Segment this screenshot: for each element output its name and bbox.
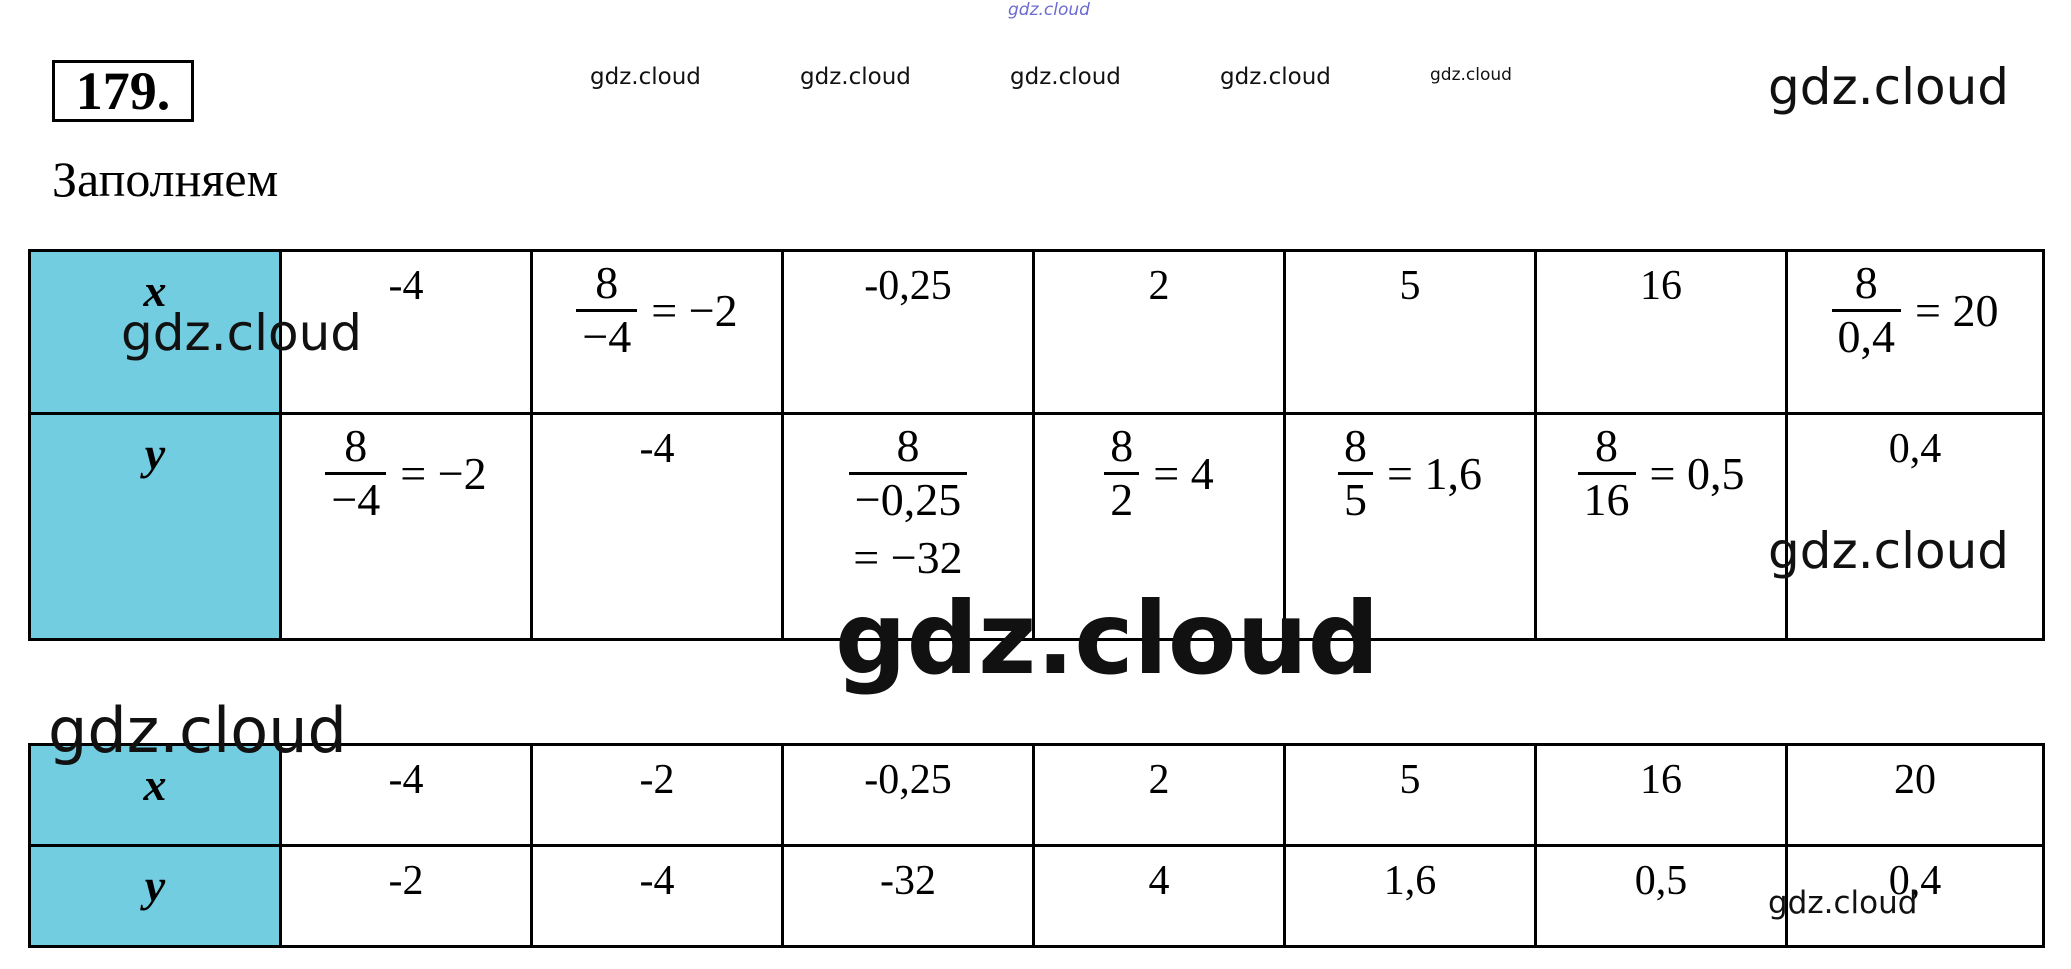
fraction-cell	[1536, 414, 1787, 640]
table-cell: 1,6	[1285, 846, 1536, 947]
row-label-x: x	[30, 745, 281, 846]
table-row-y	[30, 846, 2044, 947]
watermark-large: gdz.cloud	[1768, 58, 2010, 116]
fraction-numerator: 8	[1110, 420, 1134, 471]
table-cell: 0,5	[1536, 846, 1787, 947]
watermark-small: gdz.cloud	[800, 64, 911, 90]
table-cell: 0,4	[1787, 414, 2044, 640]
results-table	[28, 743, 2045, 948]
fraction-denominator: 0,4	[1837, 310, 1896, 362]
fraction-result: = −2	[651, 284, 738, 336]
intro-text: Заполняем	[52, 151, 279, 207]
fraction-numerator: 8	[1344, 420, 1368, 471]
row-label-y: y	[30, 414, 281, 640]
row-label-y: y	[30, 846, 281, 947]
watermark-small: gdz.cloud	[1430, 65, 1512, 85]
table-cell: 16	[1536, 251, 1787, 414]
watermark-large: gdz.cloud	[121, 304, 363, 362]
fraction-result: = 4	[1153, 447, 1214, 499]
fraction-numerator: 8	[595, 257, 619, 308]
watermark-small: gdz.cloud	[1010, 64, 1121, 90]
table-cell: -4	[281, 745, 532, 846]
fraction-result: = 20	[1915, 284, 1999, 336]
fraction-numerator: 8	[1854, 257, 1878, 308]
fraction-result: = −2	[400, 447, 487, 499]
table-cell: 5	[1285, 745, 1536, 846]
fraction-denominator: 2	[1110, 473, 1134, 525]
table-cell: -32	[783, 846, 1034, 947]
fraction-cell	[532, 251, 783, 414]
table-cell: -2	[532, 745, 783, 846]
watermark-large: gdz.cloud	[48, 694, 347, 767]
fraction-denominator: −4	[582, 310, 632, 362]
table-cell: -0,25	[783, 745, 1034, 846]
table-cell: -4	[532, 846, 783, 947]
table-cell: 0,4	[1787, 846, 2044, 947]
watermark-small: gdz.cloud	[590, 64, 701, 90]
row-label-x: x	[30, 251, 281, 414]
table-cell: 5	[1285, 251, 1536, 414]
table-cell: -0,25	[783, 251, 1034, 414]
watermark-medium: gdz.cloud	[1768, 885, 1918, 921]
watermark-large: gdz.cloud	[1768, 522, 2010, 580]
watermark-small: gdz.cloud	[1220, 64, 1331, 90]
table-cell: -2	[281, 846, 532, 947]
table-cell: 2	[1034, 745, 1285, 846]
fraction-result: = 1,6	[1387, 447, 1482, 499]
table-cell: 2	[1034, 251, 1285, 414]
fraction-cell	[1787, 251, 2044, 414]
table-cell: 20	[1787, 745, 2044, 846]
task-number: 179.	[52, 60, 194, 122]
table-cell: -4	[532, 414, 783, 640]
table-cell: 4	[1034, 846, 1285, 947]
fraction-denominator: −0,25	[854, 473, 962, 525]
fraction-cell	[281, 414, 532, 640]
watermark-huge: gdz.cloud	[835, 580, 1380, 697]
fraction-result: = −32	[853, 532, 963, 584]
watermark-top: gdz.cloud	[1008, 0, 1090, 20]
fraction-result: = 0,5	[1649, 447, 1745, 499]
fraction-numerator: 8	[344, 420, 368, 471]
table-cell: -4	[281, 251, 532, 414]
fraction-denominator: −4	[331, 473, 381, 525]
fraction-denominator: 16	[1583, 473, 1630, 525]
fraction-numerator: 8	[896, 420, 920, 471]
fraction-denominator: 5	[1344, 473, 1368, 525]
table-cell: 16	[1536, 745, 1787, 846]
fraction-numerator: 8	[1595, 420, 1619, 471]
